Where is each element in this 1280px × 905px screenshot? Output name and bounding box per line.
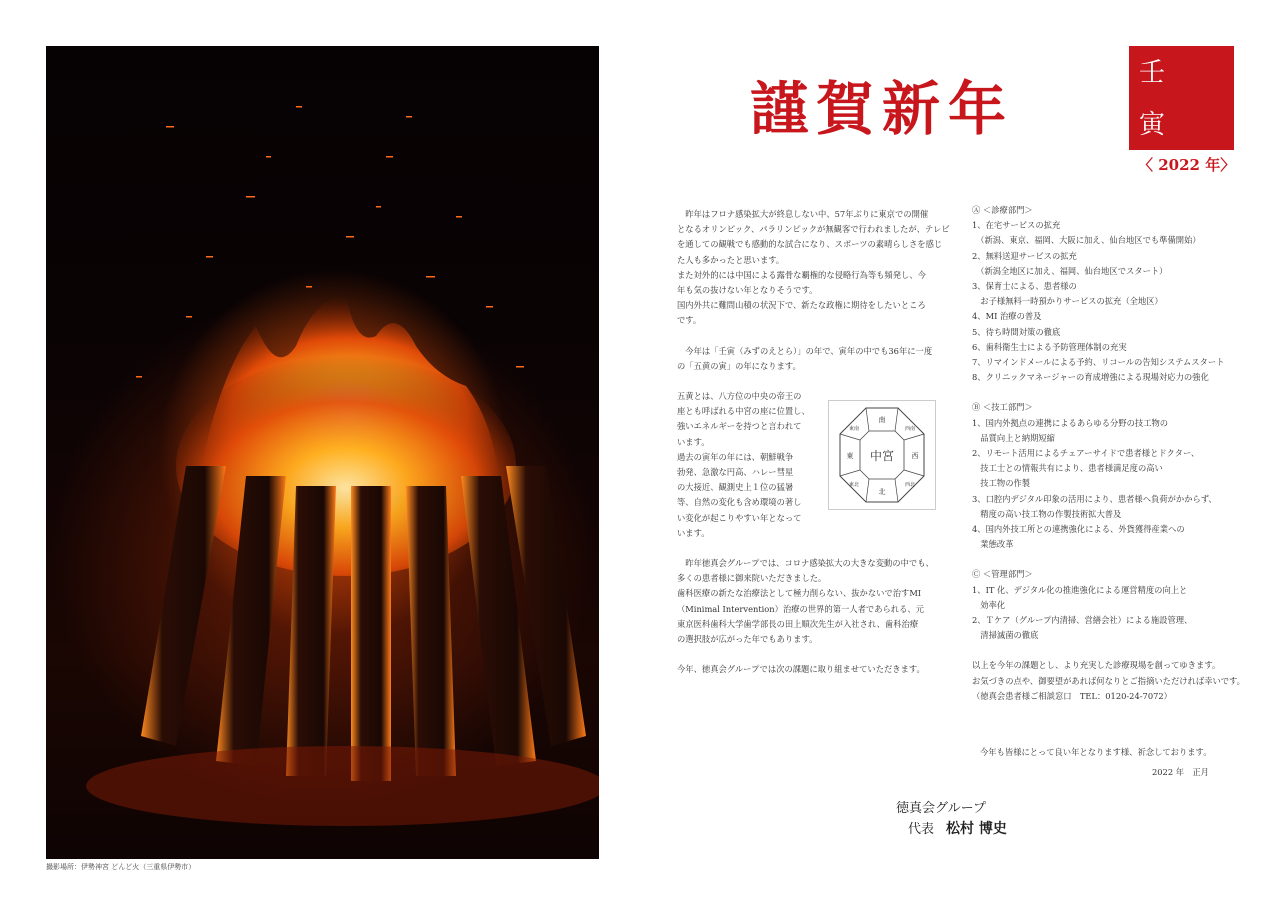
list-item: 清掃滅菌の徹底 bbox=[972, 630, 1039, 641]
list-item: 8、クリニックマネージャーの育成増強による現場対応力の強化 bbox=[972, 372, 1209, 383]
list-item: 1、在宅サービスの拡充 bbox=[972, 220, 1061, 231]
compass-sw: 西南 bbox=[904, 426, 916, 432]
text-line: 座とも呼ばれる中宮の座に位置し、 bbox=[677, 406, 810, 417]
text-line: の選択肢が広がった年でもあります。 bbox=[677, 634, 818, 645]
text-line: の「五黄の寅」の年になります。 bbox=[677, 360, 801, 371]
compass-south: 南 bbox=[878, 416, 886, 424]
signature-name: 松村 博史 bbox=[946, 821, 1007, 837]
closing-line: お気づきの点や、御要望があれば何なりとご指摘いただければ幸いです。 bbox=[972, 675, 1245, 686]
text-line: 歯科医療の新たな治療法として極力削らない、抜かないで治すMI bbox=[677, 588, 922, 599]
list-item: 1、国内外拠点の連携によるあらゆる分野の技工物の bbox=[972, 417, 1169, 428]
text-line: います。 bbox=[677, 436, 710, 447]
text-line: います。 bbox=[677, 527, 710, 538]
list-item: 6、歯科衛生士による予防管理体制の充実 bbox=[972, 341, 1127, 352]
text-line: 過去の寅年の年には、朝鮮戦争 bbox=[677, 451, 794, 462]
list-item: 2、リモート活用によるチェアーサイドで患者様とドクター、 bbox=[972, 448, 1200, 459]
list-item: 3、保育士による、患者様の bbox=[972, 281, 1077, 292]
list-item: （新潟、東京、福岡、大阪に加え、仙台地区でも準備開始） bbox=[972, 235, 1201, 246]
eto-char-2: 寅 bbox=[1139, 110, 1166, 140]
compass-west: 西 bbox=[911, 452, 919, 460]
text-line: を通しての観戦でも感動的な試合になり、スポーツの素晴らしさを感じ bbox=[677, 239, 943, 250]
text-line: 年も気の抜けない年となりそうです。 bbox=[677, 285, 818, 296]
list-item: 2、無料送迎サービスの拡充 bbox=[972, 250, 1077, 261]
compass-east: 東 bbox=[846, 452, 854, 460]
list-item: 品質向上と納期短縮 bbox=[972, 432, 1055, 443]
text-line: の大接近、観測史上１位の猛暑 bbox=[677, 482, 794, 493]
compass-ne: 東北 bbox=[848, 482, 860, 488]
closing-date: 2022 年 正月 bbox=[1152, 767, 1209, 777]
text-line: となるオリンピック、パラリンピックが無観客で行われましたが、テレビ bbox=[677, 224, 950, 235]
list-item: 3、口腔内デジタル印象の活用により、患者様へ負荷がかからず、 bbox=[972, 493, 1217, 504]
year-label: 〈 2022 年〉 bbox=[1138, 156, 1236, 174]
paragraph-2 bbox=[677, 344, 950, 374]
eto-char-1: 壬 bbox=[1139, 58, 1166, 88]
compass-diagram bbox=[828, 400, 936, 510]
closing-line: 以上を今年の課題とし、より充実した診療現場を創ってゆきます。 bbox=[972, 660, 1221, 671]
list-item: （新潟全地区に加え、福岡、仙台地区でスタート） bbox=[972, 265, 1168, 276]
list-item: 精度の高い技工物の作製技術拡大普及 bbox=[972, 508, 1122, 519]
compass-north: 北 bbox=[878, 488, 886, 496]
list-item: 効率化 bbox=[972, 599, 1006, 610]
text-line: 多くの患者様に御来院いただきました。 bbox=[677, 573, 827, 584]
text-line: い変化が起こりやすい年となって bbox=[677, 512, 802, 523]
bonfire-illustration bbox=[46, 46, 599, 859]
list-item: 業態改革 bbox=[972, 539, 1014, 550]
text-line: 今年、徳真会グループでは次の課題に取り組ませていただきます。 bbox=[677, 664, 925, 675]
section-c-heading: Ⓒ ＜管理部門＞ bbox=[972, 569, 1033, 580]
tasks-list bbox=[972, 203, 1245, 704]
text-line: 東京医科歯科大学歯学部長の田上順次先生が入社され、歯科治療 bbox=[677, 618, 919, 629]
closing-line: （徳真会患者様ご相談窓口 TEL：0120-24-7072） bbox=[972, 690, 1172, 701]
page-title: 謹賀新年 bbox=[750, 75, 1015, 143]
text-line: （Minimal Intervention）治療の世界的第一人者であられる、元 bbox=[677, 603, 924, 614]
compass-center: 中宮 bbox=[869, 449, 895, 463]
section-a-heading: Ⓐ ＜診療部門＞ bbox=[972, 205, 1033, 215]
text-line: 昨年はフロナ感染拡大が終息しない中、57年ぶりに東京での開催 bbox=[677, 209, 929, 219]
photo-caption: 撮影場所：伊勢神宮 どんど火（三重県伊勢市） bbox=[46, 863, 196, 871]
list-item: 技工物の作製 bbox=[972, 478, 1031, 489]
compass-se: 東南 bbox=[848, 426, 860, 432]
list-item: 技工士との情報共有により、患者様満足度の高い bbox=[972, 463, 1163, 474]
text-line: 今年は「壬寅（みずのえとら）」の年で、寅年の中でも36年に一度 bbox=[677, 345, 933, 356]
paragraph-4 bbox=[677, 556, 950, 647]
section-b-heading: Ⓑ ＜技工部門＞ bbox=[972, 402, 1033, 413]
text-line: 五黄とは、八方位の中央の帝王の bbox=[677, 391, 802, 402]
text-line: た人も多かったと思います。 bbox=[677, 254, 785, 265]
signature-line bbox=[908, 818, 1007, 838]
bonfire-photo bbox=[46, 46, 599, 859]
eto-badge bbox=[1129, 46, 1234, 150]
list-item: 7、リマインドメールによる予約、リコールの告知システムスタート bbox=[972, 357, 1225, 368]
list-item: 4、国内外技工所との連携強化による、外貨獲得産業への bbox=[972, 524, 1185, 535]
text-line: また対外的には中国による露骨な覇権的な侵略行為等も頻発し、今 bbox=[677, 269, 926, 280]
text-line: 勃発、急激な円高、ハレー彗星 bbox=[677, 467, 794, 478]
text-line: 昨年徳真会グループでは、コロナ感染拡大の大きな変動の中でも、 bbox=[677, 558, 934, 569]
text-line: 国内外共に難問山積の状況下で、新たな政権に期待をしたいところ bbox=[677, 300, 926, 311]
list-item: 1、IT 化、デジタル化の推進強化による運営精度の向上と bbox=[972, 584, 1188, 595]
closing-wish: 今年も皆様にとって良い年となります様、祈念しております。 bbox=[980, 747, 1212, 757]
text-line: 等、自然の変化も含め環境の著し bbox=[677, 497, 802, 508]
paragraph-5 bbox=[677, 662, 950, 677]
list-item: お子様無料一時預かりサービスの拡充（全地区） bbox=[972, 296, 1163, 307]
list-item: 4、MI 治療の普及 bbox=[972, 311, 1042, 322]
paragraph-1 bbox=[677, 207, 950, 329]
compass-nw: 西北 bbox=[904, 482, 916, 488]
signature-group: 徳真会グループ bbox=[896, 801, 986, 816]
text-line: です。 bbox=[677, 315, 702, 326]
list-item: 5、待ち時間対策の徹底 bbox=[972, 326, 1061, 337]
text-line: 強いエネルギーを持つと言われて bbox=[677, 421, 802, 432]
signature-role: 代表 bbox=[908, 822, 935, 837]
list-item: 2、Ｔケア（グループ内清掃、営繕会社）による施設管理、 bbox=[972, 615, 1193, 626]
